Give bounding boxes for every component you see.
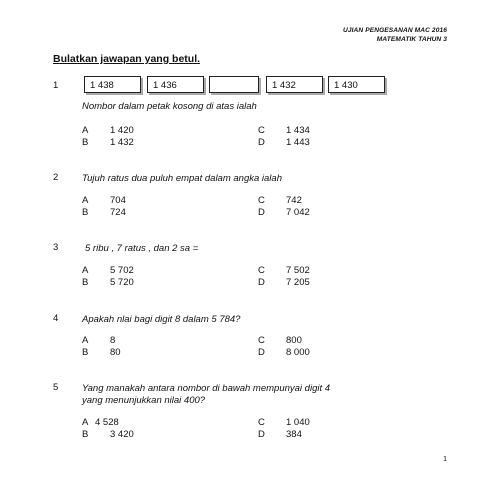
option-value: 5 702: [110, 265, 134, 276]
option-letter: B: [82, 429, 89, 440]
question-number: 2: [53, 172, 59, 183]
sequence-box: 1 432: [266, 76, 323, 93]
question-text-line2: yang menunjukkan nilai 400?: [82, 395, 206, 406]
option-value: 1 434: [286, 125, 310, 136]
option-value: 704: [110, 195, 126, 206]
option-value: 8: [110, 335, 116, 346]
question-number: 5: [53, 382, 59, 393]
question-number: 4: [53, 313, 59, 324]
option-letter: D: [258, 137, 265, 148]
option-value: 7 042: [286, 207, 310, 218]
option-value: 4 528: [95, 417, 119, 428]
question-text: Nombor dalam petak kosong di atas ialah: [82, 101, 257, 112]
option-letter: D: [258, 207, 265, 218]
option-value: 7 205: [286, 277, 310, 288]
option-letter: D: [258, 429, 265, 440]
question-number: 3: [53, 242, 59, 253]
option-value: 8 000: [286, 347, 310, 358]
option-letter: B: [82, 137, 89, 148]
option-letter: A: [82, 125, 89, 136]
option-letter: C: [258, 335, 265, 346]
option-value: 1 432: [110, 137, 134, 148]
option-letter: C: [258, 417, 265, 428]
exam-header: [343, 26, 447, 44]
question-number: 1: [53, 80, 59, 91]
option-value: 742: [286, 195, 302, 206]
option-letter: D: [258, 347, 265, 358]
sequence-box-empty: [209, 76, 259, 93]
option-value: 5 720: [110, 277, 134, 288]
option-letter: C: [258, 125, 265, 136]
option-letter: B: [82, 277, 89, 288]
option-value: 800: [286, 335, 302, 346]
option-letter: C: [258, 265, 265, 276]
question-text-line1: Yang manakah antara nombor di bawah mempunyai digit 4: [82, 383, 331, 394]
option-letter: B: [82, 207, 89, 218]
question-text: 5 ribu , 7 ratus , dan 2 sa =: [85, 243, 199, 254]
option-value: 1 443: [286, 137, 310, 148]
exam-title: UJIAN PENGESANAN MAC 2016: [343, 27, 447, 34]
sequence-box: 1 436: [147, 76, 204, 93]
question-text: Tujuh ratus dua puluh empat dalam angka ialah: [82, 173, 282, 184]
option-value: 724: [110, 207, 126, 218]
option-value: 3 420: [110, 429, 134, 440]
option-letter: A: [82, 195, 89, 206]
option-value: 7 502: [286, 265, 310, 276]
option-letter: A: [82, 265, 89, 276]
sequence-box: 1 438: [84, 76, 141, 93]
option-letter: A: [82, 417, 89, 428]
option-letter: B: [82, 347, 89, 358]
sequence-box: 1 430: [328, 76, 385, 93]
question-text: Apakah nlai bagi digit 8 dalam 5 784?: [82, 314, 241, 325]
option-letter: C: [258, 195, 265, 206]
option-value: 80: [110, 347, 121, 358]
page-number: 1: [443, 456, 447, 463]
option-value: 1 420: [110, 125, 134, 136]
instruction-text: Bulatkan jawapan yang betul.: [53, 53, 201, 65]
exam-subject: MATEMATIK TAHUN 3: [376, 36, 447, 43]
option-letter: D: [258, 277, 265, 288]
option-letter: A: [82, 335, 89, 346]
option-value: 1 040: [286, 417, 310, 428]
option-value: 384: [286, 429, 302, 440]
